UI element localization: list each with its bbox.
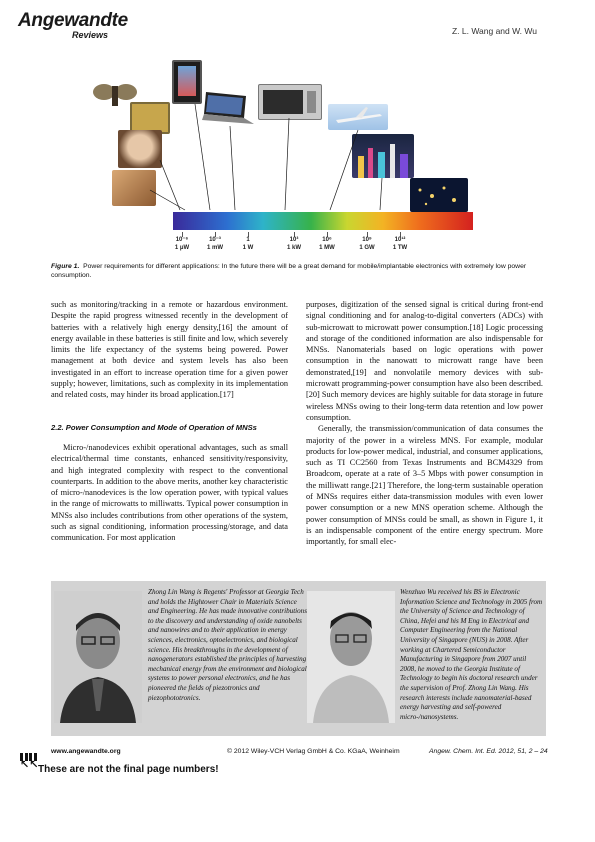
tick-unit: 1 kW: [286, 245, 301, 251]
tick-unit: 1 W: [242, 245, 254, 251]
paragraph: such as monitoring/tracking in a remote or hazardous environment. Despite the rapid progress witnessed recently in the development of batteries with a relatively high energy density,[16] the amount of energy available in these batteries is still finite and low, which severely limits the life expectancy of the systems being powered. Power management at both device and system levels has also been investigated in an effort to increase operation time for a given power supply; however, limitations, such as complexity in its implementation and related costs, may hinder its broad application.[17]: [51, 300, 288, 400]
tick-power: 1: [246, 237, 250, 243]
arrow-lines: [60, 60, 535, 220]
section-heading: 2.2. Power Consumption and Mode of Operation of MNSs: [51, 422, 257, 432]
tick-power: 10⁻⁶: [175, 237, 189, 243]
tick-unit: 1 μW: [174, 245, 190, 251]
running-head-authors: Z. L. Wang and W. Wu: [451, 26, 537, 36]
bio-wu: Wenzhuo Wu received his BS in Electronic Information Science and Technology in 2005 from the University of Science and Technology of China, Hefei and his M Eng in Electrical and Computer Engineering from the National University of Singapore (NUS) in 2008. After working at Chartered Semiconductor Manufacturing in Singapore from 2007 until 2008, he moved to the Georgia Institute of Technology to begin his doctoral research under the supervision of Prof. Zhong Lin Wang. His research interests include nanomaterial-based energy harvesting and self-powered micro-/nanosystems.: [400, 588, 543, 721]
footer-citation: Angew. Chem. Int. Ed. 2012, 51, 2 – 24: [429, 748, 548, 755]
tick-power: 10³: [289, 237, 299, 243]
right-column: [306, 299, 543, 548]
tick-unit: 1 mW: [206, 245, 223, 251]
tick-unit: 1 MW: [319, 245, 335, 251]
tick-label-terawatt: [377, 236, 423, 252]
figure-1: [60, 60, 535, 255]
footer-website[interactable]: www.angewandte.org: [51, 748, 121, 755]
tick-unit: 1 GW: [359, 245, 375, 251]
footer-copyright: © 2012 Wiley-VCH Verlag GmbH & Co. KGaA, Weinheim: [227, 748, 400, 755]
power-spectrum-bar: [173, 212, 473, 230]
paragraph: purposes, digitization of the sensed signal is critical during front-end signal conditioning and for analog-to-digital converters (ADCs) with sub-microwatt to microwatt power consumption.[18] Logic processing and storage of the conditioned information are also indispensable for MNSs. Nanomaterials based on logic operations with power consumption in the nanowatt to microwatt range have been demonstrated,[19] and nonvolatile memory devices with sub-microwatt programming-power consumption have also been described.[20] Such memory devices are highly suitable for data storage in future wireless MNSs owing to their long-term data retention and low power consumption.: [306, 300, 543, 422]
corner-arrows-icon: ↖↖: [20, 758, 39, 771]
tick-power: 10¹²: [394, 237, 406, 243]
journal-section: Reviews: [72, 30, 109, 40]
paragraph: Micro-/nanodevices exhibit operational advantages, such as small electrical/thermal time constants, enhanced sensitivity/responsivity, and high integrated complexity with respect to the conventional counterparts. In addition to the above merits, another key characteristic of micro-/nanodevices is the low operation power, with typical values in the range of microwatts to milliwatts. Typical power consumption in MNSs also includes contributions from other operations of the system, such as signal conditioning, information processing/storage, and data communication. For most application: [51, 442, 288, 543]
tick-power: 10⁹: [362, 237, 372, 243]
paragraph: Generally, the transmission/communication of data consumes the majority of the power in a wireless MNS. For example, modular products for low-power medical, industrial, and consumer applications, such as TI CC2560 from Texas Instruments and BCM4329 from Broadcom, operate at a rate of 3–5 Mbps with power consumption in the milliwatt range.[21] Therefore, the long-term sustainable operation of MNSs requires either data-transmission modules with even lower power consumption or a new MNS operation scheme. Although the power consumption of MNSs could be small, as shown in Figure 1, it is an indispensable component of the entire energy spectrum. More importantly, for small elec-: [306, 424, 543, 547]
journal-logo: Angewandte: [18, 10, 128, 31]
figure-caption: [51, 262, 546, 280]
author-photo-wu: [307, 591, 395, 723]
caption-label: Figure 1.: [51, 263, 80, 270]
tick-power: 10⁻³: [209, 237, 221, 243]
author-photo-wang: [54, 591, 142, 723]
author-bio-box: [51, 581, 546, 736]
tick-unit: 1 TW: [392, 245, 408, 251]
bio-wang: Zhong Lin Wang is Regents' Professor at Georgia Tech and holds the Hightower Chair in Materials Science and Engineering. He has made innovative contributions to the discovery and understanding of oxide nanobelts and nanowires and to their application in energy sciences, electronics, optoelectronics, and biological science. His breakthroughs in the development of nanogenerators established the principles of harvesting mechanical energy from the environment and biological systems to power personal electronics, and he has pioneered the fields of piezotronics and piezophototronics.: [148, 588, 307, 702]
left-column: [51, 299, 288, 544]
tick-label-watt: [225, 236, 271, 252]
final-page-warning: These are not the final page numbers!: [38, 764, 219, 775]
caption-text: Power requirements for different applications: In the future there will be a great demand for mobile/implantable electronics with extremely low power consumption.: [51, 263, 527, 279]
tick-power: 10⁶: [322, 237, 332, 243]
